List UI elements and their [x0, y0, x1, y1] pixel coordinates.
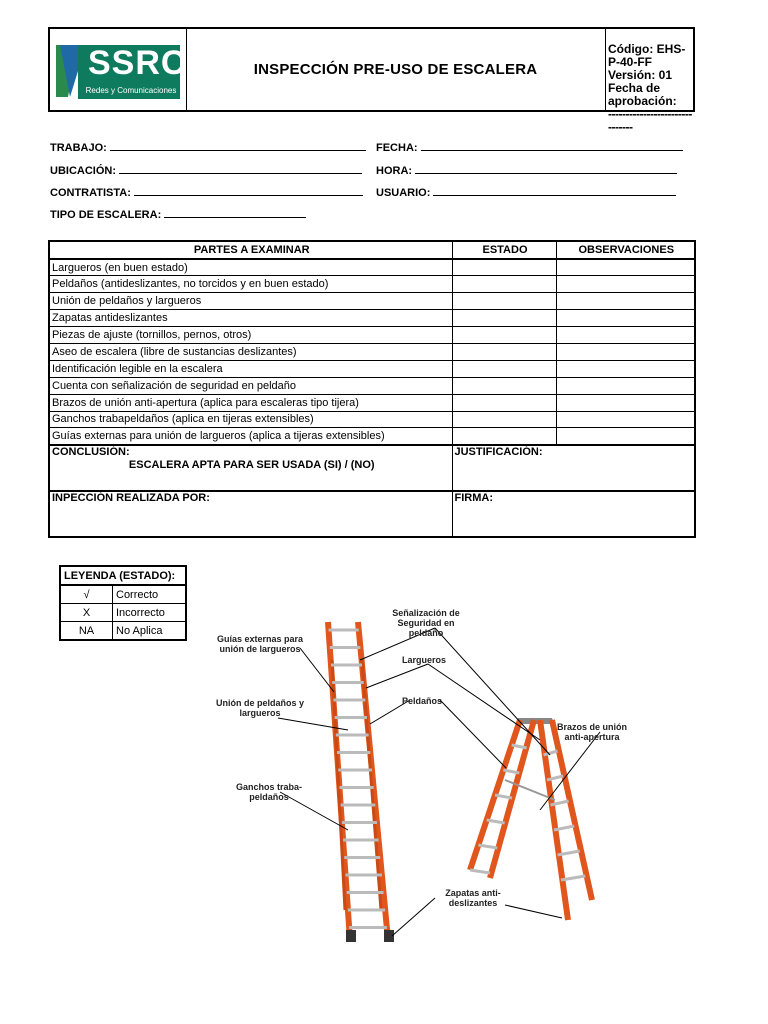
row-estado[interactable]: [452, 259, 556, 276]
table-row: [49, 411, 695, 428]
step-rung: [495, 795, 512, 798]
row-part: Largueros (en buen estado): [49, 259, 452, 276]
field-tipo-escalera[interactable]: TIPO DE ESCALERA:: [50, 208, 306, 221]
step-rung: [470, 870, 490, 873]
field-contratista[interactable]: CONTRATISTA:: [50, 186, 363, 199]
legend-row: [60, 585, 186, 604]
usuario-line[interactable]: [433, 186, 676, 196]
legend-meaning: Incorrecto: [113, 604, 187, 622]
tipo-escalera-line[interactable]: [164, 208, 306, 218]
logo-subtitle: Redes y Comunicaciones: [85, 86, 177, 95]
row-observaciones[interactable]: [556, 259, 695, 276]
row-estado[interactable]: [452, 411, 556, 428]
title-cell: [186, 29, 606, 110]
conclusion-text: ESCALERA APTA PARA SER USADA (SI) / (NO): [128, 458, 375, 471]
row-part: Guías externas para unión de largueros (aplica a tijeras extensibles): [49, 428, 452, 445]
table-row: [49, 360, 695, 377]
row-part: Peldaños (antideslizantes, no torcidos y en buen estado): [49, 276, 452, 293]
field-usuario[interactable]: USUARIO:: [376, 186, 676, 199]
form-header: [48, 27, 695, 134]
legend-row: [60, 622, 186, 641]
meta-cell: [605, 29, 693, 134]
fecha-line[interactable]: [421, 141, 683, 151]
inspection-table: [48, 240, 696, 538]
approval-date: Fecha de aprobación:: [608, 81, 677, 108]
ladder-diagram: [200, 600, 640, 950]
extension-ladder: [328, 622, 394, 942]
legend-meaning: No Aplica: [113, 622, 187, 641]
header-partes: PARTES A EXAMINAR: [49, 241, 452, 259]
row-observaciones[interactable]: [556, 343, 695, 360]
header-estado: ESTADO: [452, 241, 556, 259]
row-estado[interactable]: [452, 310, 556, 327]
row-estado[interactable]: [452, 360, 556, 377]
logo-text: SSRC: [88, 44, 187, 82]
row-observaciones[interactable]: [556, 377, 695, 394]
label-ganchos: Ganchos traba-peldaños: [235, 782, 302, 802]
table-row: [49, 377, 695, 394]
row-estado[interactable]: [452, 293, 556, 310]
label-brazos: Brazos de unión anti-apertura: [556, 722, 627, 742]
row-observaciones[interactable]: [556, 411, 695, 428]
field-ubicacion[interactable]: UBICACIÓN:: [50, 164, 362, 177]
row-estado[interactable]: [452, 377, 556, 394]
row-observaciones[interactable]: [556, 293, 695, 310]
row-part: Brazos de unión anti-apertura (aplica para escaleras tipo tijera): [49, 394, 452, 411]
contratista-line[interactable]: [134, 186, 363, 196]
ubicacion-line[interactable]: [119, 164, 362, 174]
table-row: [49, 276, 695, 293]
label-senalizacion: Señalización de Seguridad en peldaño: [392, 608, 460, 638]
label-guias: Guías externas para unión de largueros: [216, 634, 304, 654]
row-estado[interactable]: [452, 327, 556, 344]
legend-row: [60, 604, 186, 622]
legend-table: [59, 565, 187, 641]
step-rung: [487, 820, 505, 823]
row-observaciones[interactable]: [556, 310, 695, 327]
label-zapatas: Zapatas anti-deslizantes: [445, 888, 501, 908]
row-part: Unión de peldaños y largueros: [49, 293, 452, 310]
label-union: Unión de peldaños y largueros: [215, 698, 304, 718]
row-part: Identificación legible en la escalera: [49, 360, 452, 377]
table-row: [49, 428, 695, 445]
inspected-by-cell[interactable]: [49, 491, 452, 537]
signature-cell[interactable]: [452, 491, 695, 537]
legend-symbol: NA: [60, 622, 113, 641]
table-body: [49, 259, 695, 445]
field-hora[interactable]: HORA:: [376, 164, 677, 177]
row-estado[interactable]: [452, 394, 556, 411]
row-part: Piezas de ajuste (tornillos, pernos, otros): [49, 327, 452, 344]
row-observaciones[interactable]: [556, 327, 695, 344]
row-observaciones[interactable]: [556, 360, 695, 377]
label-peldanos: Peldaños: [401, 696, 442, 706]
table-row: [49, 343, 695, 360]
field-fecha[interactable]: FECHA:: [376, 141, 683, 154]
inspected-by-label: INPECCIÓN REALIZADA POR:: [52, 491, 210, 504]
legend-meaning: Correcto: [113, 585, 187, 604]
row-part: Aseo de escalera (libre de sustancias deslizantes): [49, 343, 452, 360]
hora-line[interactable]: [415, 164, 677, 174]
table-header-row: [49, 241, 695, 259]
approval-date-value: -------------------------------: [608, 107, 692, 134]
row-observaciones[interactable]: [556, 394, 695, 411]
row-observaciones[interactable]: [556, 276, 695, 293]
row-part: Zapatas antideslizantes: [49, 310, 452, 327]
table-row: [49, 310, 695, 327]
step-rung: [478, 845, 497, 848]
row-estado[interactable]: [452, 276, 556, 293]
row-part: Ganchos trabapeldaños (aplica en tijeras extensibles): [49, 411, 452, 428]
row-part: Cuenta con señalización de seguridad en peldaño: [49, 377, 452, 394]
signature-label: FIRMA:: [454, 491, 493, 504]
legend-symbol: X: [60, 604, 113, 622]
justification-label: JUSTIFICACIÓN:: [454, 445, 543, 458]
inspected-row: [49, 491, 695, 537]
conclusion-row: [49, 445, 695, 491]
conclusion-label: CONCLUSIÓN:: [52, 445, 130, 458]
doc-version: Versión: 01: [608, 68, 673, 82]
doc-code: Código: EHS-P-40-FF: [608, 42, 686, 69]
legend-title: LEYENDA (ESTADO):: [60, 566, 186, 585]
row-observaciones[interactable]: [556, 428, 695, 445]
conclusion-cell[interactable]: [49, 445, 452, 491]
row-estado[interactable]: [452, 343, 556, 360]
header-observaciones: OBSERVACIONES: [556, 241, 695, 259]
logo-cell: [50, 29, 187, 110]
legend-symbol: √: [60, 585, 113, 604]
table-row: [49, 327, 695, 344]
field-trabajo[interactable]: TRABAJO:: [50, 141, 366, 154]
form-title: INSPECCIÓN PRE-USO DE ESCALERA: [253, 61, 538, 78]
trabajo-line[interactable]: [110, 141, 366, 151]
justification-cell[interactable]: [452, 445, 695, 491]
table-row: [49, 259, 695, 276]
table-row: [49, 394, 695, 411]
table-row: [49, 293, 695, 310]
row-estado[interactable]: [452, 428, 556, 445]
label-largueros: Largueros: [401, 655, 446, 665]
